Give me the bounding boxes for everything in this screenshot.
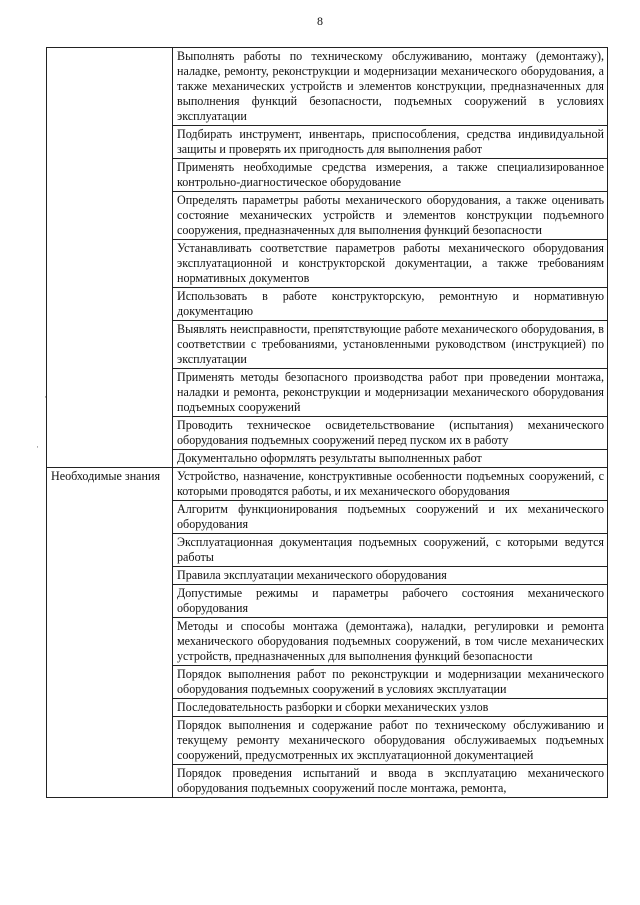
- skills-label-cell: [47, 48, 173, 468]
- skill-item: Выявлять неисправности, препятствующие работе механического оборудования, в соответствии с требованиями, установленными руководством (инструкцией) по эксплуатации: [173, 321, 608, 369]
- skill-item: Выполнять работы по техническому обслуживанию, монтажу (демонтажу), наладке, ремонту, реконструкции и модернизации механического оборудования, а также механических устройств и элементов конструкции, предназначенных для выполнения функций безопасности, подъемных сооружений в условиях эксплуатации: [173, 48, 608, 126]
- knowledge-item: Последовательность разборки и сборки механических узлов: [173, 699, 608, 717]
- knowledge-item: Допустимые режимы и параметры рабочего состояния механического оборудования: [173, 585, 608, 618]
- skill-item: Устанавливать соответствие параметров работы механического оборудования эксплуатационной и конструкторской документации, а также требованиям нормативных документов: [173, 240, 608, 288]
- knowledge-item: Порядок проведения испытаний и ввода в эксплуатацию механического оборудования подъемных сооружений после монтажа, ремонта,: [173, 765, 608, 798]
- skill-item: Использовать в работе конструкторскую, ремонтную и нормативную документацию: [173, 288, 608, 321]
- table-row: [47, 48, 608, 126]
- skill-item: Определять параметры работы механического оборудования, а также оценивать состояние механических устройств и элементов конструкции подъемного сооружения, предназначенных для выполнения функций безопасности: [173, 192, 608, 240]
- skill-item: Применять методы безопасного производства работ при проведении монтажа, наладки и ремонта, реконструкции и модернизации механического оборудования подъемных сооружений: [173, 369, 608, 417]
- knowledge-item: Порядок выполнения работ по реконструкции и модернизации механического оборудования подъемных сооружений в условиях эксплуатации: [173, 666, 608, 699]
- knowledge-label: Необходимые знания: [47, 468, 173, 798]
- knowledge-item: Алгоритм функционирования подъемных сооружений и их механического оборудования: [173, 501, 608, 534]
- knowledge-item: Эксплуатационная документация подъемных сооружений, с которыми ведутся работы: [173, 534, 608, 567]
- skill-item: Применять необходимые средства измерения, а также специализированное контрольно-диагностическое оборудование: [173, 159, 608, 192]
- page-number: 8: [317, 14, 323, 28]
- knowledge-item: Методы и способы монтажа (демонтажа), наладки, регулировки и ремонта механического оборудования подъемных сооружений, в том числе механических устройств, предназначенных для выполнения функций безопасности: [173, 618, 608, 666]
- scan-speck: ·: [36, 442, 39, 452]
- skill-item: Документально оформлять результаты выполненных работ: [173, 450, 608, 468]
- skill-item: Проводить техническое освидетельствование (испытания) механического оборудования подъемных сооружений перед пуском их в работу: [173, 417, 608, 450]
- knowledge-item: Порядок выполнения и содержание работ по техническому обслуживанию и текущему ремонту механического оборудования обслуживаемых подъемных сооружений, предусмотренных их эксплуатационной документацией: [173, 717, 608, 765]
- table-row: [47, 468, 608, 501]
- knowledge-item: Устройство, назначение, конструктивные особенности подъемных сооружений, с которыми проводятся работы, и их механического оборудования: [173, 468, 608, 501]
- requirements-table: [46, 47, 608, 798]
- skill-item: Подбирать инструмент, инвентарь, приспособления, средства индивидуальной защиты и проверять их пригодность для выполнения работ: [173, 126, 608, 159]
- scan-speck: ·: [44, 392, 47, 402]
- knowledge-item: Правила эксплуатации механического оборудования: [173, 567, 608, 585]
